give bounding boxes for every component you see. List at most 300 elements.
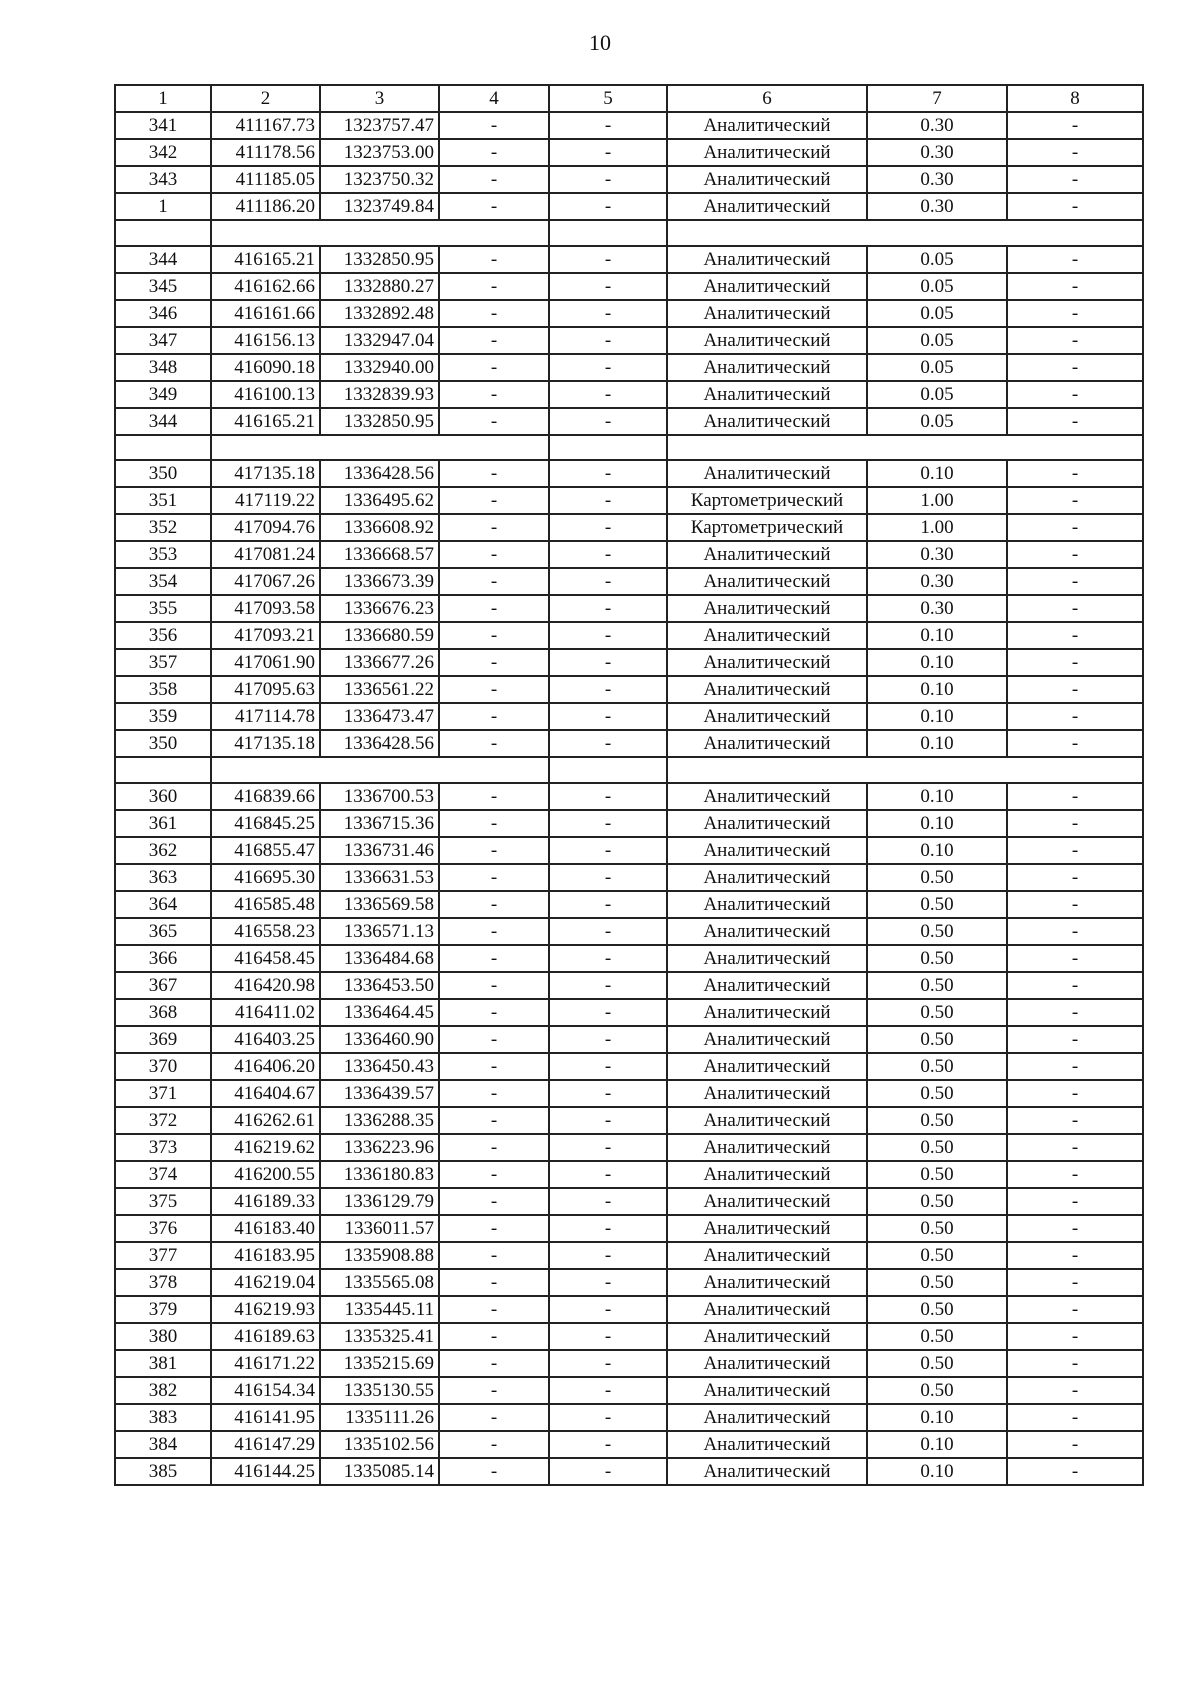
table-cell-col-3: 1332839.93 [320, 381, 439, 408]
table-cell-col-5: - [549, 1296, 667, 1323]
table-cell-col-8: - [1007, 864, 1143, 891]
table-cell-col-3: 1336715.36 [320, 810, 439, 837]
table-cell-col-2: 416154.34 [211, 1377, 320, 1404]
table-cell-col-8: - [1007, 139, 1143, 166]
table-cell-col-8: - [1007, 622, 1143, 649]
table-cell-col-6: Аналитический [667, 810, 867, 837]
table-cell-col-4: - [439, 676, 549, 703]
table-cell-col-7: 0.50 [867, 1323, 1007, 1350]
table-cell-col-2: 416219.04 [211, 1269, 320, 1296]
table-row [115, 999, 1143, 1026]
table-cell-col-8: - [1007, 300, 1143, 327]
table-cell-col-4: - [439, 354, 549, 381]
separator-cell [549, 757, 667, 783]
table-cell-col-6: Аналитический [667, 945, 867, 972]
table-cell-col-6: Аналитический [667, 1431, 867, 1458]
table-cell-col-2: 416406.20 [211, 1053, 320, 1080]
table-cell-col-5: - [549, 300, 667, 327]
table-row [115, 1242, 1143, 1269]
table-cell-col-2: 416219.93 [211, 1296, 320, 1323]
table-body [115, 112, 1143, 1485]
table-row [115, 246, 1143, 273]
table-cell-col-3: 1323757.47 [320, 112, 439, 139]
table-row [115, 354, 1143, 381]
table-cell-col-3: 1323749.84 [320, 193, 439, 220]
table-cell-col-7: 0.10 [867, 703, 1007, 730]
table-cell-col-1: 366 [115, 945, 211, 972]
table-cell-col-5: - [549, 595, 667, 622]
table-cell-col-7: 0.10 [867, 730, 1007, 757]
table-row [115, 649, 1143, 676]
table-cell-col-4: - [439, 1377, 549, 1404]
table-cell-col-5: - [549, 1107, 667, 1134]
table-cell-col-1: 341 [115, 112, 211, 139]
table-cell-col-1: 371 [115, 1080, 211, 1107]
table-cell-col-8: - [1007, 541, 1143, 568]
table-cell-col-5: - [549, 541, 667, 568]
table-row [115, 1377, 1143, 1404]
table-row [115, 381, 1143, 408]
table-cell-col-6: Аналитический [667, 891, 867, 918]
table-cell-col-1: 349 [115, 381, 211, 408]
table-cell-col-1: 353 [115, 541, 211, 568]
table-cell-col-2: 416147.29 [211, 1431, 320, 1458]
table-cell-col-1: 376 [115, 1215, 211, 1242]
table-cell-col-2: 417093.21 [211, 622, 320, 649]
table-cell-col-3: 1336673.39 [320, 568, 439, 595]
table-cell-col-7: 0.50 [867, 1188, 1007, 1215]
table-cell-col-1: 379 [115, 1296, 211, 1323]
separator-cell [667, 757, 1143, 783]
table-cell-col-8: - [1007, 487, 1143, 514]
table-cell-col-6: Аналитический [667, 1458, 867, 1485]
group-separator-row [115, 757, 1143, 783]
table-cell-col-8: - [1007, 730, 1143, 757]
table-cell-col-1: 344 [115, 408, 211, 435]
table-cell-col-3: 1335565.08 [320, 1269, 439, 1296]
table-cell-col-2: 417061.90 [211, 649, 320, 676]
column-header-3: 3 [320, 85, 439, 112]
table-cell-col-5: - [549, 1242, 667, 1269]
table-cell-col-1: 362 [115, 837, 211, 864]
table-cell-col-7: 0.50 [867, 1053, 1007, 1080]
table-cell-col-1: 355 [115, 595, 211, 622]
table-cell-col-2: 416219.62 [211, 1134, 320, 1161]
table-cell-col-8: - [1007, 918, 1143, 945]
table-cell-col-2: 411185.05 [211, 166, 320, 193]
table-cell-col-4: - [439, 1215, 549, 1242]
table-cell-col-1: 350 [115, 460, 211, 487]
table-cell-col-3: 1336569.58 [320, 891, 439, 918]
table-cell-col-2: 416183.95 [211, 1242, 320, 1269]
table-cell-col-2: 416404.67 [211, 1080, 320, 1107]
table-cell-col-5: - [549, 918, 667, 945]
table-cell-col-4: - [439, 1188, 549, 1215]
table-cell-col-3: 1332850.95 [320, 246, 439, 273]
table-row [115, 541, 1143, 568]
table-cell-col-4: - [439, 246, 549, 273]
table-row [115, 273, 1143, 300]
table-cell-col-2: 416141.95 [211, 1404, 320, 1431]
table-cell-col-8: - [1007, 1269, 1143, 1296]
table-cell-col-5: - [549, 676, 667, 703]
table-row [115, 595, 1143, 622]
table-cell-col-1: 360 [115, 783, 211, 810]
table-cell-col-7: 0.10 [867, 1404, 1007, 1431]
table-cell-col-8: - [1007, 273, 1143, 300]
table-cell-col-1: 361 [115, 810, 211, 837]
table-row [115, 460, 1143, 487]
table-row [115, 810, 1143, 837]
table-cell-col-2: 416695.30 [211, 864, 320, 891]
table-cell-col-2: 416585.48 [211, 891, 320, 918]
table-row [115, 1161, 1143, 1188]
table-cell-col-8: - [1007, 1458, 1143, 1485]
table-cell-col-7: 0.30 [867, 595, 1007, 622]
table-cell-col-5: - [549, 1269, 667, 1296]
table-cell-col-4: - [439, 166, 549, 193]
table-cell-col-5: - [549, 1161, 667, 1188]
table-cell-col-6: Аналитический [667, 1161, 867, 1188]
table-cell-col-8: - [1007, 1215, 1143, 1242]
table-cell-col-8: - [1007, 246, 1143, 273]
table-cell-col-4: - [439, 1296, 549, 1323]
table-cell-col-5: - [549, 730, 667, 757]
table-cell-col-1: 346 [115, 300, 211, 327]
table-cell-col-8: - [1007, 810, 1143, 837]
table-cell-col-2: 417093.58 [211, 595, 320, 622]
table-cell-col-4: - [439, 541, 549, 568]
table-cell-col-5: - [549, 273, 667, 300]
table-row [115, 487, 1143, 514]
table-cell-col-3: 1336453.50 [320, 972, 439, 999]
table-cell-col-8: - [1007, 595, 1143, 622]
table-cell-col-2: 416403.25 [211, 1026, 320, 1053]
table-cell-col-7: 0.50 [867, 1161, 1007, 1188]
table-cell-col-8: - [1007, 381, 1143, 408]
table-cell-col-6: Аналитический [667, 918, 867, 945]
table-cell-col-1: 348 [115, 354, 211, 381]
table-cell-col-4: - [439, 1323, 549, 1350]
table-cell-col-7: 1.00 [867, 487, 1007, 514]
table-cell-col-6: Аналитический [667, 112, 867, 139]
table-cell-col-7: 0.10 [867, 676, 1007, 703]
table-cell-col-5: - [549, 1431, 667, 1458]
table-cell-col-4: - [439, 864, 549, 891]
table-cell-col-1: 378 [115, 1269, 211, 1296]
table-cell-col-5: - [549, 246, 667, 273]
table-cell-col-5: - [549, 1458, 667, 1485]
table-cell-col-1: 347 [115, 327, 211, 354]
table-cell-col-1: 374 [115, 1161, 211, 1188]
table-cell-col-1: 365 [115, 918, 211, 945]
table-row [115, 193, 1143, 220]
table-row [115, 300, 1143, 327]
table-cell-col-4: - [439, 703, 549, 730]
table-row [115, 945, 1143, 972]
table-cell-col-6: Аналитический [667, 408, 867, 435]
table-cell-col-5: - [549, 112, 667, 139]
table-cell-col-1: 375 [115, 1188, 211, 1215]
table-cell-col-6: Аналитический [667, 972, 867, 999]
table-cell-col-1: 381 [115, 1350, 211, 1377]
table-cell-col-1: 358 [115, 676, 211, 703]
table-cell-col-3: 1336731.46 [320, 837, 439, 864]
table-row [115, 676, 1143, 703]
table-cell-col-1: 385 [115, 1458, 211, 1485]
table-row [115, 1080, 1143, 1107]
table-cell-col-4: - [439, 595, 549, 622]
table-cell-col-7: 0.10 [867, 837, 1007, 864]
column-header-6: 6 [667, 85, 867, 112]
table-row [115, 703, 1143, 730]
table-cell-col-6: Аналитический [667, 139, 867, 166]
table-cell-col-4: - [439, 193, 549, 220]
table-cell-col-3: 1336484.68 [320, 945, 439, 972]
table-cell-col-5: - [549, 622, 667, 649]
table-row [115, 139, 1143, 166]
table-row [115, 1458, 1143, 1485]
table-cell-col-7: 0.10 [867, 783, 1007, 810]
table-cell-col-8: - [1007, 1296, 1143, 1323]
table-cell-col-5: - [549, 891, 667, 918]
table-cell-col-4: - [439, 273, 549, 300]
table-cell-col-7: 0.30 [867, 166, 1007, 193]
table-cell-col-7: 0.10 [867, 622, 1007, 649]
table-cell-col-3: 1336439.57 [320, 1080, 439, 1107]
table-cell-col-5: - [549, 139, 667, 166]
table-cell-col-3: 1335325.41 [320, 1323, 439, 1350]
table-cell-col-8: - [1007, 1107, 1143, 1134]
table-cell-col-7: 0.50 [867, 1350, 1007, 1377]
table-cell-col-5: - [549, 1134, 667, 1161]
table-row [115, 622, 1143, 649]
table-cell-col-4: - [439, 1404, 549, 1431]
table-cell-col-5: - [549, 166, 667, 193]
table-row [115, 166, 1143, 193]
table-row [115, 891, 1143, 918]
table-cell-col-8: - [1007, 783, 1143, 810]
table-cell-col-7: 0.50 [867, 945, 1007, 972]
table-cell-col-3: 1335215.69 [320, 1350, 439, 1377]
table-cell-col-2: 416165.21 [211, 246, 320, 273]
table-cell-col-5: - [549, 381, 667, 408]
table-cell-col-6: Аналитический [667, 300, 867, 327]
table-cell-col-3: 1336668.57 [320, 541, 439, 568]
table-cell-col-5: - [549, 1323, 667, 1350]
table-cell-col-5: - [549, 487, 667, 514]
table-cell-col-4: - [439, 487, 549, 514]
table-cell-col-3: 1336180.83 [320, 1161, 439, 1188]
table-cell-col-5: - [549, 1404, 667, 1431]
table-cell-col-4: - [439, 1431, 549, 1458]
table-cell-col-4: - [439, 891, 549, 918]
table-cell-col-4: - [439, 918, 549, 945]
table-cell-col-6: Аналитический [667, 1242, 867, 1269]
table-cell-col-2: 416189.63 [211, 1323, 320, 1350]
separator-cell [667, 220, 1143, 246]
table-cell-col-4: - [439, 810, 549, 837]
table-cell-col-8: - [1007, 649, 1143, 676]
table-cell-col-6: Аналитический [667, 622, 867, 649]
table-cell-col-2: 416845.25 [211, 810, 320, 837]
table-cell-col-2: 416200.55 [211, 1161, 320, 1188]
table-row [115, 1188, 1143, 1215]
table-cell-col-1: 1 [115, 193, 211, 220]
table-cell-col-7: 0.50 [867, 1269, 1007, 1296]
table-cell-col-7: 0.50 [867, 918, 1007, 945]
table-cell-col-8: - [1007, 408, 1143, 435]
table-cell-col-8: - [1007, 193, 1143, 220]
table-cell-col-5: - [549, 1026, 667, 1053]
table-cell-col-7: 0.05 [867, 381, 1007, 408]
table-row [115, 1350, 1143, 1377]
table-cell-col-2: 416161.66 [211, 300, 320, 327]
table-cell-col-5: - [549, 783, 667, 810]
table-cell-col-6: Аналитический [667, 1404, 867, 1431]
column-header-1: 1 [115, 85, 211, 112]
table-cell-col-3: 1336450.43 [320, 1053, 439, 1080]
table-cell-col-3: 1336129.79 [320, 1188, 439, 1215]
separator-cell [549, 220, 667, 246]
table-cell-col-7: 0.30 [867, 541, 1007, 568]
table-cell-col-2: 417081.24 [211, 541, 320, 568]
table-cell-col-7: 0.10 [867, 1431, 1007, 1458]
table-cell-col-3: 1336223.96 [320, 1134, 439, 1161]
table-cell-col-8: - [1007, 1242, 1143, 1269]
separator-cell [667, 435, 1143, 461]
table-cell-col-6: Аналитический [667, 837, 867, 864]
table-cell-col-3: 1332880.27 [320, 273, 439, 300]
table-cell-col-8: - [1007, 1431, 1143, 1458]
table-cell-col-6: Аналитический [667, 246, 867, 273]
table-cell-col-8: - [1007, 1053, 1143, 1080]
table-cell-col-5: - [549, 354, 667, 381]
table-cell-col-8: - [1007, 1188, 1143, 1215]
table-cell-col-1: 342 [115, 139, 211, 166]
table-cell-col-1: 377 [115, 1242, 211, 1269]
table-cell-col-5: - [549, 327, 667, 354]
table-cell-col-2: 417067.26 [211, 568, 320, 595]
table-cell-col-2: 416100.13 [211, 381, 320, 408]
table-cell-col-2: 417114.78 [211, 703, 320, 730]
table-cell-col-2: 416183.40 [211, 1215, 320, 1242]
table-cell-col-4: - [439, 1107, 549, 1134]
table-cell-col-6: Аналитический [667, 730, 867, 757]
table-cell-col-3: 1336571.13 [320, 918, 439, 945]
table-cell-col-6: Аналитический [667, 1269, 867, 1296]
table-cell-col-3: 1336473.47 [320, 703, 439, 730]
table-cell-col-3: 1335085.14 [320, 1458, 439, 1485]
table-cell-col-1: 384 [115, 1431, 211, 1458]
table-cell-col-2: 416189.33 [211, 1188, 320, 1215]
group-separator-row [115, 435, 1143, 461]
separator-cell [115, 435, 211, 461]
table-cell-col-6: Аналитический [667, 327, 867, 354]
table-cell-col-7: 0.50 [867, 972, 1007, 999]
table-cell-col-1: 368 [115, 999, 211, 1026]
table-cell-col-8: - [1007, 166, 1143, 193]
table-cell-col-4: - [439, 300, 549, 327]
table-cell-col-2: 416144.25 [211, 1458, 320, 1485]
table-row [115, 1296, 1143, 1323]
coordinates-table [114, 84, 1144, 1486]
table-cell-col-2: 416165.21 [211, 408, 320, 435]
table-cell-col-6: Аналитический [667, 193, 867, 220]
table-row [115, 514, 1143, 541]
table-cell-col-2: 417095.63 [211, 676, 320, 703]
table-cell-col-3: 1336676.23 [320, 595, 439, 622]
table-cell-col-1: 354 [115, 568, 211, 595]
table-cell-col-6: Аналитический [667, 999, 867, 1026]
table-row [115, 1107, 1143, 1134]
table-cell-col-1: 343 [115, 166, 211, 193]
table-cell-col-7: 0.50 [867, 891, 1007, 918]
table-cell-col-5: - [549, 1053, 667, 1080]
table-cell-col-3: 1323750.32 [320, 166, 439, 193]
table-cell-col-3: 1335102.56 [320, 1431, 439, 1458]
table-cell-col-3: 1336680.59 [320, 622, 439, 649]
table-cell-col-7: 0.50 [867, 1377, 1007, 1404]
table-cell-col-3: 1335130.55 [320, 1377, 439, 1404]
table-cell-col-6: Аналитический [667, 273, 867, 300]
table-cell-col-5: - [549, 1377, 667, 1404]
table-cell-col-3: 1336428.56 [320, 730, 439, 757]
table-cell-col-6: Аналитический [667, 460, 867, 487]
table-cell-col-2: 416839.66 [211, 783, 320, 810]
table-cell-col-1: 351 [115, 487, 211, 514]
table-cell-col-3: 1323753.00 [320, 139, 439, 166]
separator-cell [211, 435, 549, 461]
table-cell-col-5: - [549, 703, 667, 730]
column-header-4: 4 [439, 85, 549, 112]
table-cell-col-8: - [1007, 1026, 1143, 1053]
table-cell-col-6: Аналитический [667, 1080, 867, 1107]
table-cell-col-1: 369 [115, 1026, 211, 1053]
table-cell-col-5: - [549, 1080, 667, 1107]
table-cell-col-2: 416458.45 [211, 945, 320, 972]
table-cell-col-5: - [549, 837, 667, 864]
table-cell-col-5: - [549, 408, 667, 435]
table-cell-col-3: 1332850.95 [320, 408, 439, 435]
table-cell-col-1: 382 [115, 1377, 211, 1404]
table-cell-col-4: - [439, 1350, 549, 1377]
table-cell-col-8: - [1007, 514, 1143, 541]
table-cell-col-8: - [1007, 891, 1143, 918]
table-cell-col-6: Аналитический [667, 1296, 867, 1323]
table-cell-col-8: - [1007, 1404, 1143, 1431]
table-cell-col-5: - [549, 999, 667, 1026]
table-cell-col-6: Аналитический [667, 166, 867, 193]
table-cell-col-2: 416855.47 [211, 837, 320, 864]
table-row [115, 1215, 1143, 1242]
table-cell-col-6: Аналитический [667, 1377, 867, 1404]
table-cell-col-3: 1332947.04 [320, 327, 439, 354]
table-cell-col-4: - [439, 945, 549, 972]
table-cell-col-8: - [1007, 703, 1143, 730]
table-cell-col-7: 0.50 [867, 1215, 1007, 1242]
table-cell-col-8: - [1007, 972, 1143, 999]
table-cell-col-4: - [439, 622, 549, 649]
table-cell-col-6: Аналитический [667, 354, 867, 381]
table-cell-col-3: 1336464.45 [320, 999, 439, 1026]
table-cell-col-2: 416420.98 [211, 972, 320, 999]
table-cell-col-4: - [439, 112, 549, 139]
table-cell-col-5: - [549, 649, 667, 676]
table-cell-col-4: - [439, 408, 549, 435]
table-row [115, 112, 1143, 139]
table-cell-col-2: 416162.66 [211, 273, 320, 300]
